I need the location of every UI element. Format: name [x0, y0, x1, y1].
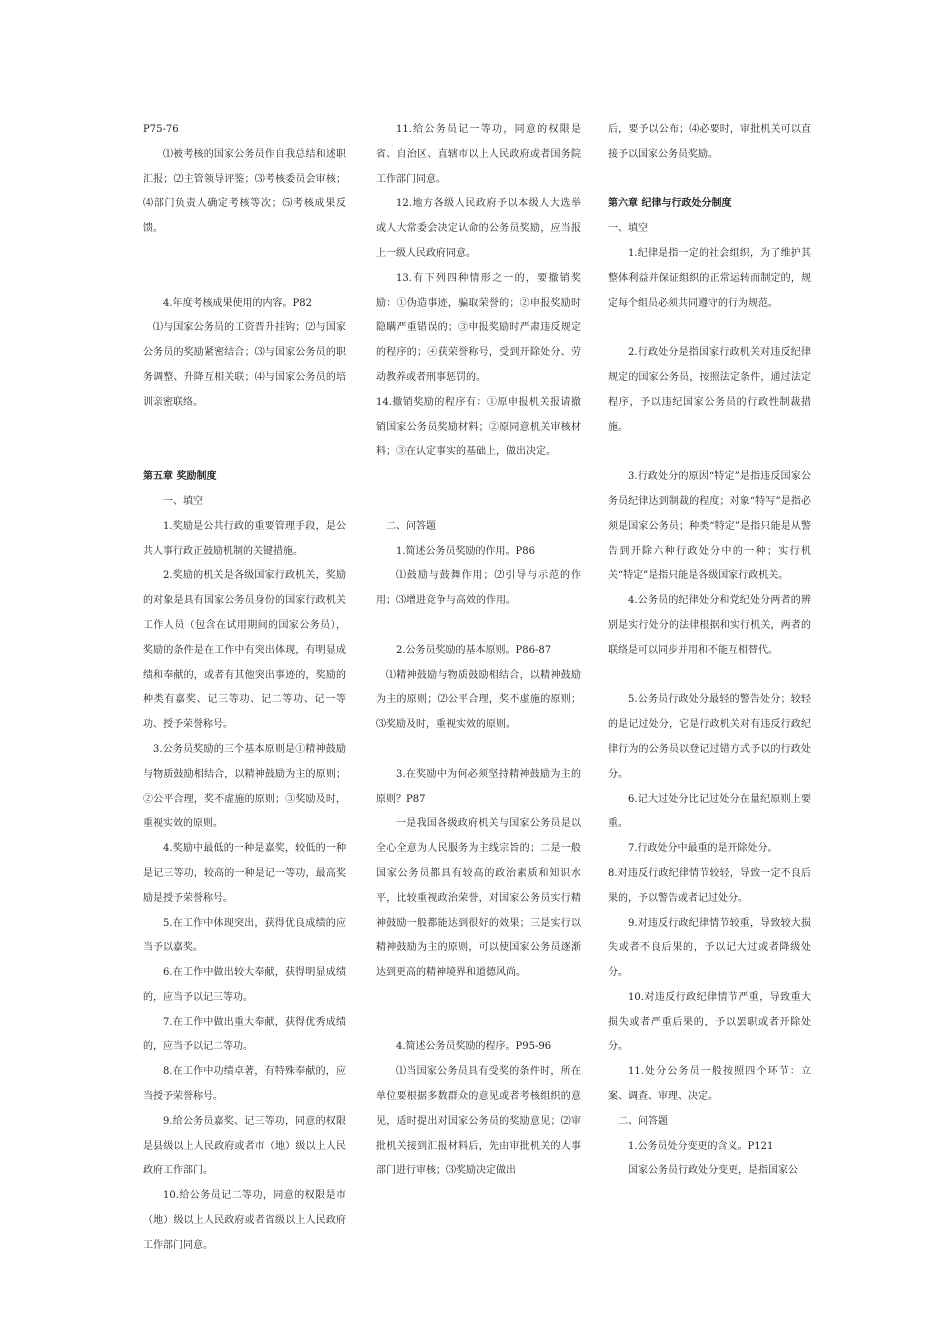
answer-continued: 后，要予以公布；⑷必要时，审批机关可以直接予以国家公务员奖励。: [608, 124, 811, 160]
fill-item: 9.对违反行政纪律情节较重，导致较大损失或者不良后果的，予以记大过或者降级处分。: [608, 917, 811, 979]
fill-item: 8.在工作中功绩卓著，有特殊奉献的，应当授予荣誉称号。: [143, 1066, 346, 1103]
section-heading: 一、填空: [163, 495, 203, 507]
fill-item: 7.在工作中做出重大奉献，获得优秀成绩的，应当予以记二等功。: [143, 1016, 346, 1053]
fill-item: 4.公务员的纪律处分和党纪处分两者的辨别是实行处分的法律根据和实行机关，两者的联络是可以同步并用和不能互相替代。: [608, 595, 811, 656]
fill-item: 13.有下列四种情形之一的，要撤销奖励：①伪造事迹，骗取荣誉的；②申报奖励时隐瞒严重错误的；③申报奖励时严肃违反规定的程序的；④获荣誉称号，受到开除处分、劳动教养或者刑事惩罚的。: [376, 272, 581, 383]
fill-item: 12.地方各级人民政府予以本级人大选举或人大常委会决定认命的公务员奖励，应当报上一级人民政府同意。: [376, 198, 581, 259]
column-right: [608, 118, 811, 1184]
fill-item: 5.公务员行政处分最轻的警告处分；较轻的是记过处分，它是行政机关对有违反行政纪律行为的公务员以登记过错方式予以的行政处分。: [608, 694, 811, 780]
question: 2.公务员奖励的基本原则。P86-87: [396, 644, 552, 656]
column-middle: [376, 118, 581, 1184]
fill-item: 8.对违反行政纪律情节较轻，导致一定不良后果的，予以警告或者记过处分。: [608, 867, 811, 904]
fill-item: 7.行政处分中最重的是开除处分。: [628, 843, 778, 855]
fill-item: 10.给公务员记二等功，同意的权限是市（地）级以上人民政府或者省级以上人民政府工作部门同意。: [143, 1190, 346, 1251]
chapter-heading: 第五章 奖励制度: [143, 471, 217, 483]
fill-item: 2.奖励的机关是各级国家行政机关，奖励的对象是具有国家公务员身份的国家行政机关工作人员（包含在试用期间的国家公务员），奖励的条件是在工作中有突出体现，有明显成绩和奉献的，或者有其他突出事迹的，奖励的种类有嘉奖、记三等功、记二等功、记一等功、授予荣誉称号。: [143, 570, 346, 731]
fill-item: 6.记大过处分比记过处分在量纪原则上要重。: [608, 793, 811, 830]
question: 1.简述公务员奖励的作用。P86: [396, 545, 535, 557]
question: 4.简述公务员奖励的程序。P95-96: [396, 1041, 552, 1053]
question: 4.年度考核成果使用的内容。P82: [163, 297, 312, 309]
question: 3.在奖励中为何必须坚持精神鼓励为主的原则？P87: [376, 768, 581, 805]
fill-item: 1.奖励是公共行政的重要管理手段，是公共人事行政正鼓励机制的关键措施。: [143, 520, 346, 557]
fill-item: 6.在工作中做出较大奉献，获得明显成绩的，应当予以记三等功。: [143, 967, 346, 1003]
section-heading: 二、问答题: [618, 1115, 668, 1127]
fill-item: 5.在工作中体现突出，获得优良成绩的应当予以嘉奖。: [143, 917, 346, 954]
page-reference: P75-76: [143, 124, 179, 135]
chapter-heading: 第六章 纪律与行政处分制度: [608, 198, 732, 210]
fill-item: 9.给公务员嘉奖、记三等功，同意的权限是县级以上人民政府或者市（地）级以上人民政府工作部门。: [143, 1115, 346, 1177]
answer: ⑴精神鼓励与物质鼓励相结合，以精神鼓励为主的原则；⑵公平合理，奖不虚施的原则；⑶奖励及时，重视实效的原则。: [376, 669, 581, 731]
fill-item: 3.行政处分的原因“特定”是指违反国家公务员纪律达到制裁的程度；对象“特写”是指必须是国家公务员；种类“特定”是指只能是从警告到开除六种行政处分中的一种；实行机关“特定”是指只能是各级国家行政机关。: [608, 471, 811, 582]
answer: ⑴鼓励与鼓舞作用；⑵引导与示范的作用；⑶增进竞争与高效的作用。: [376, 570, 581, 607]
answer: 一是我国各级政府机关与国家公务员是以全心全意为人民服务为主线宗旨的；二是一般国家公务员都具有较高的政治素质和知识水平，比较重视政治荣誉，对国家公务员实行精神鼓励一般都能达到很好的效果；三是实行以精神鼓励为主的原则，可以使国家公务员逐渐达到更高的精神境界和道德风尚。: [376, 818, 581, 979]
paragraph: ⑴被考核的国家公务员作自我总结和述职汇报；⑵主管领导评鉴；⑶考核委员会审核；⑷部门负责人确定考核等次；⑸考核成果反馈。: [143, 148, 346, 235]
column-left: [143, 118, 346, 1259]
answer: ⑴当国家公务员具有受奖的条件时，所在单位要根据多数群众的意见或者考核组织的意见，适时提出对国家公务员的奖励意见；⑵审批机关接到汇报材料后，先由审批机关的人事部门进行审核；⑶奖励决定做出: [376, 1066, 581, 1177]
section-heading: 一、填空: [608, 223, 648, 235]
fill-item: 14.撤销奖励的程序有：①原申报机关报请撤销国家公务员奖励材料；②原同意机关审核材料；③在认定事实的基础上，做出决定。: [376, 396, 581, 458]
fill-item: 3.公务员奖励的三个基本原则是①精神鼓励与物质鼓励相结合，以精神鼓励为主的原则；②公平合理，奖不虚施的原则；③奖励及时，重视实效的原则。: [143, 743, 346, 830]
fill-item: 11.给公务员记一等功，同意的权限是省、自治区、直辖市以上人民政府或者国务院工作部门同意。: [376, 124, 581, 185]
section-heading: 二、问答题: [386, 520, 436, 532]
fill-item: 10.对违反行政纪律情节严重，导致重大损失或者严重后果的，予以罢职或者开除处分。: [608, 991, 811, 1053]
fill-item: 2.行政处分是指国家行政机关对违反纪律规定的国家公务员，按照法定条件，通过法定程序，予以违纪国家公务员的行政性制裁措施。: [608, 347, 811, 433]
fill-item: 1.纪律是指一定的社会组织，为了维护其整体利益并保证组织的正常运转而制定的，规定每个组员必须共同遵守的行为规范。: [608, 247, 811, 309]
answer: ⑴与国家公务员的工资晋升挂钩；⑵与国家公务员的奖励紧密结合；⑶与国家公务员的职务调整、升降互相关联；⑷与国家公务员的培训亲密联络。: [143, 322, 346, 408]
fill-item: 4.奖励中最低的一种是嘉奖，较低的一种是记三等功，较高的一种是记一等功，最高奖励是授予荣誉称号。: [143, 843, 346, 904]
fill-item: 11.处分公务员一般按照四个环节：立案、调查、审理、决定。: [608, 1066, 811, 1103]
question: 1.公务员处分变更的含义。P121: [628, 1140, 774, 1152]
answer: 国家公务员行政处分变更，是指国家公: [628, 1165, 798, 1177]
